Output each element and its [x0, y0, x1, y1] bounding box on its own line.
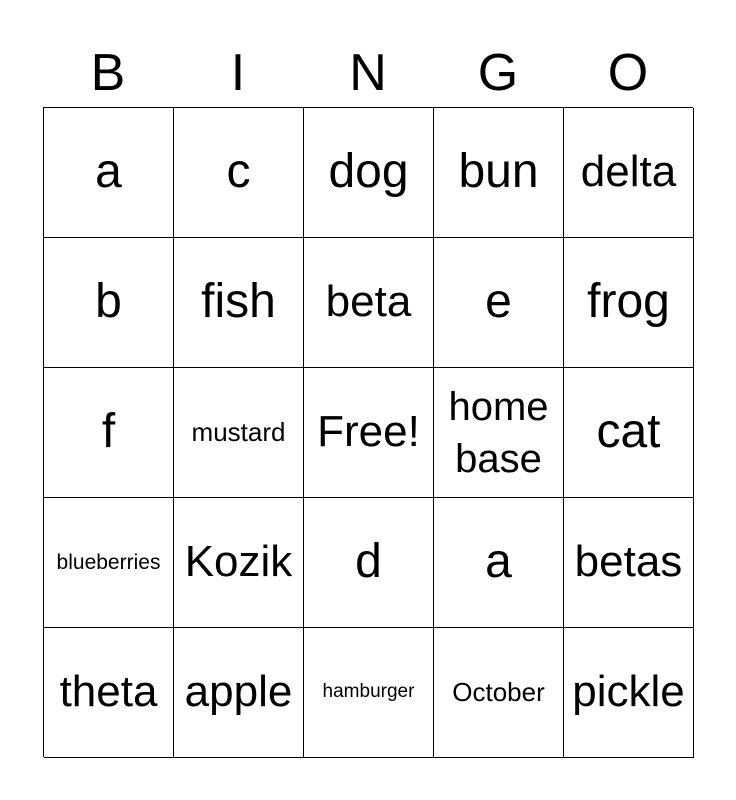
bingo-cell: Kozik — [174, 498, 304, 628]
bingo-cell: a — [434, 498, 564, 628]
header-letter-o: O — [607, 44, 649, 102]
bingo-cell: cat — [564, 368, 694, 498]
bingo-cell: blueberries — [44, 498, 174, 628]
bingo-header — [43, 38, 693, 108]
bingo-cell: theta — [44, 628, 174, 758]
bingo-cell: pickle — [564, 628, 694, 758]
bingo-cell: dog — [304, 108, 434, 238]
bingo-cell: f — [44, 368, 174, 498]
bingo-cell: hamburger — [304, 628, 434, 758]
bingo-cell: fish — [174, 238, 304, 368]
bingo-cell: c — [174, 108, 304, 238]
bingo-board — [43, 107, 693, 757]
header-letter-n: N — [349, 44, 387, 102]
free-space-cell: Free! — [304, 368, 434, 498]
bingo-cell: d — [304, 498, 434, 628]
bingo-cell: e — [434, 238, 564, 368]
header-letter-i: I — [230, 44, 246, 102]
bingo-cell: a — [44, 108, 174, 238]
bingo-cell: home base — [434, 368, 564, 498]
bingo-cell: bun — [434, 108, 564, 238]
bingo-cell: b — [44, 238, 174, 368]
bingo-cell: frog — [564, 238, 694, 368]
header-letter-b: B — [90, 44, 126, 102]
bingo-cell: October — [434, 628, 564, 758]
bingo-cell: delta — [564, 108, 694, 238]
bingo-cell: beta — [304, 238, 434, 368]
bingo-cell: apple — [174, 628, 304, 758]
bingo-cell: betas — [564, 498, 694, 628]
header-letter-g: G — [477, 44, 519, 102]
bingo-cell: mustard — [174, 368, 304, 498]
